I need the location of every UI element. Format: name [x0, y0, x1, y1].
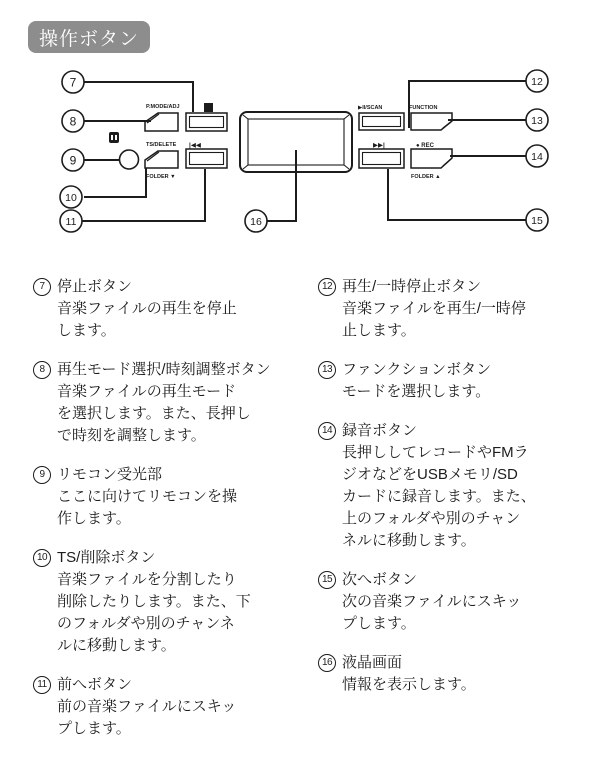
- next-track-icon: ▶▶|: [373, 142, 385, 149]
- remote-sensor-window: [120, 150, 139, 169]
- callout-number-13: 13: [531, 115, 543, 127]
- function-button: [411, 113, 452, 130]
- leader-line-11: [82, 169, 205, 221]
- item-line: 音楽ファイルの再生を停止: [57, 300, 237, 317]
- item-text: [57, 359, 271, 447]
- item-line: ルに移動します。: [57, 637, 176, 654]
- callout-number-9: 9: [69, 153, 77, 168]
- item-line: 次の音楽ファイルにスキッ: [342, 593, 522, 610]
- item-line: のフォルダや別のチャンネ: [57, 615, 235, 632]
- item-line: を選択します。また、長押し: [57, 405, 251, 422]
- callout-numbers: [65, 76, 543, 229]
- item-number-badge: 15: [318, 571, 336, 589]
- item-number-badge: 16: [318, 654, 336, 672]
- item-text: [57, 547, 251, 657]
- item-line: 音楽ファイルを分割したり: [57, 571, 237, 588]
- stop-icon: [204, 103, 213, 112]
- rec-button-bevel: [443, 159, 451, 166]
- folder-up-label: FOLDER ▲: [411, 174, 441, 180]
- stop-button-inner: [190, 117, 224, 128]
- item-line: ジオなどをUSBメモリ/SD: [342, 466, 518, 483]
- leader-line-10: [84, 168, 146, 197]
- lcd-corner-line: [344, 115, 349, 119]
- item-line: 長押ししてレコードやFMラ: [342, 444, 529, 461]
- item-line: 前の音楽ファイルにスキッ: [57, 698, 237, 715]
- item-title: 停止ボタン: [57, 278, 133, 295]
- rec-label: ● REC: [416, 143, 434, 149]
- callout-number-11: 11: [65, 216, 77, 228]
- previous-button: [186, 149, 227, 168]
- item-number-badge: 11: [33, 676, 51, 694]
- play-pause-scan-button: [359, 113, 404, 130]
- description-column-left: [33, 276, 315, 757]
- item-title: 再生モード選択/時刻調整ボタン: [57, 361, 271, 378]
- callout-number-16: 16: [250, 216, 262, 228]
- item-line: カードに録音します。また、: [342, 488, 536, 505]
- item-line: ネルに移動します。: [342, 532, 476, 549]
- description-item: [33, 276, 315, 342]
- rec-button: [411, 149, 452, 168]
- section-title-badge: 操作ボタン: [28, 21, 150, 53]
- description-column-right: [318, 276, 594, 713]
- item-line: 上のフォルダや別のチャン: [342, 510, 521, 527]
- item-text: [57, 674, 236, 740]
- ts-delete-label: TS/DELETE: [146, 142, 177, 148]
- leader-line-16: [267, 150, 296, 221]
- item-title: 録音ボタン: [342, 422, 418, 439]
- callout-number-12: 12: [531, 76, 543, 88]
- previous-track-icon: |◀◀: [189, 142, 201, 149]
- item-text: [342, 359, 491, 403]
- item-number-badge: 13: [318, 361, 336, 379]
- lcd-corner-line: [243, 115, 248, 119]
- description-item: [33, 464, 315, 530]
- function-button-bevel: [443, 122, 451, 128]
- item-title: 前へボタン: [57, 676, 133, 693]
- description-item: [318, 276, 594, 342]
- description-item: [33, 547, 315, 657]
- item-line: 情報を表示します。: [342, 676, 476, 693]
- item-line: 削除したりします。また、下: [57, 593, 251, 610]
- description-item: [33, 674, 315, 740]
- item-text: [342, 569, 521, 635]
- callout-number-8: 8: [69, 114, 77, 129]
- item-number-badge: 12: [318, 278, 336, 296]
- item-title: 再生/一時停止ボタン: [342, 278, 482, 295]
- remote-control-icon-detail: [115, 135, 117, 140]
- item-text: [342, 276, 526, 342]
- item-line: 音楽ファイルを再生/一時停: [342, 300, 526, 317]
- description-item: [318, 359, 594, 403]
- lcd-corner-line: [344, 165, 349, 169]
- item-line: で時刻を調整します。: [57, 427, 206, 444]
- item-number-badge: 8: [33, 361, 51, 379]
- stop-button: [186, 113, 227, 131]
- description-item: [318, 569, 594, 635]
- item-title: 液晶画面: [342, 654, 403, 671]
- description-item: [318, 420, 594, 552]
- previous-button-inner: [190, 153, 224, 165]
- item-number-badge: 7: [33, 278, 51, 296]
- item-line: 作します。: [57, 510, 131, 527]
- next-button: [359, 149, 404, 168]
- item-line: 止します。: [342, 322, 416, 339]
- description-item: [33, 359, 315, 447]
- description-item: [318, 652, 594, 696]
- item-line: プします。: [57, 720, 131, 737]
- next-button-inner: [363, 153, 401, 165]
- leader-line-15: [388, 169, 526, 220]
- callout-number-14: 14: [531, 151, 543, 163]
- remote-control-icon: [109, 132, 119, 143]
- callout-number-10: 10: [65, 192, 77, 204]
- lcd-corner-line: [243, 165, 248, 169]
- item-text: [342, 420, 536, 552]
- item-number-badge: 9: [33, 466, 51, 484]
- item-line: モードを選択します。: [342, 383, 491, 400]
- p-mode-adj-label: P.MODE/ADJ: [146, 104, 180, 110]
- item-title: TS/削除ボタン: [57, 549, 156, 566]
- item-line: します。: [57, 322, 116, 339]
- play-pause-scan-label: ▶II/SCAN: [358, 105, 383, 111]
- function-label: FUNCTION: [409, 105, 438, 111]
- item-line: 音楽ファイルの再生モード: [57, 383, 237, 400]
- item-title: 次へボタン: [342, 571, 418, 588]
- item-number-badge: 14: [318, 422, 336, 440]
- item-number-badge: 10: [33, 549, 51, 567]
- item-text: [342, 652, 476, 696]
- item-title: リモコン受光部: [57, 466, 163, 483]
- folder-down-label: FOLDER ▼: [146, 174, 176, 180]
- item-text: [57, 464, 237, 530]
- play-pause-scan-button-inner: [363, 117, 401, 127]
- item-line: ここに向けてリモコンを操: [57, 488, 238, 505]
- callout-number-15: 15: [531, 215, 543, 227]
- callout-number-7: 7: [69, 75, 77, 90]
- item-text: [57, 276, 237, 342]
- remote-control-icon-detail: [111, 135, 113, 140]
- device-diagram: [0, 0, 600, 250]
- item-title: ファンクションボタン: [342, 361, 492, 378]
- item-line: プします。: [342, 615, 416, 632]
